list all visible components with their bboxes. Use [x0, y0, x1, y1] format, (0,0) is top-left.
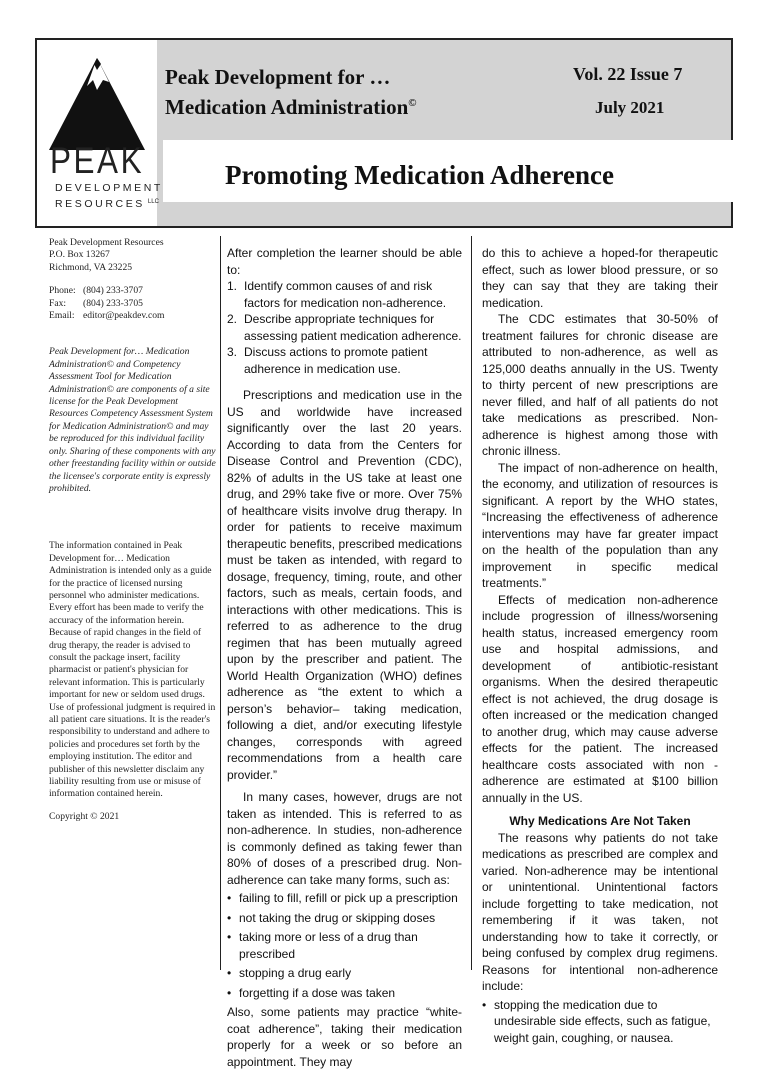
logo-wordmark: PEAK: [50, 140, 145, 181]
paragraph: The reasons why patients do not take medications as prescribed are complex and varied. Non-adherence may be intentional or unintentional. Unintentional factors include forgetting to take medication, not remembering if it was taken, not understanding how to take it correctly, or being confused by complex drug regimens. Reasons for intentional non-adherence include:: [482, 830, 718, 993]
copyright: Copyright © 2021: [49, 810, 120, 822]
paragraph: Prescriptions and medication use in the US and worldwide have increased significantly over the last 20 years. According to data from the Centers for Disease Control and Prevention (CDC), 82% of adults in the US take at least one drug, and 29% take five or more. Over 75% of healthcare visits involve drug therapy. In order for patients to receive maximum therapeutic benefits, prescribed medications must be taken as intended, with regard to dosage, frequency, timing, route, and other factors, such as meals, certain foods, and interactions with other medications. This is referred to as adherence to the drug regimen that has been mutually agreed upon by the prescriber and patient. The World Health Organization (WHO) defines adherence as “the extent to which a person’s behavior– taking medication, following a diet, and/or executing lifestyle changes, corresponds with agreed recommendations from a health care provider.”: [227, 388, 462, 782]
contact-info: Phone: (804) 233-3707 Fax: (804) 233-3705 Email: editor@peakdev.com: [49, 285, 217, 322]
list-item: • failing to fill, refill or pick up a prescription: [227, 891, 458, 905]
paragraph: The CDC estimates that 30-50% of treatment failures for chronic disease are attributed to non-adherence, as well as 125,000 deaths annually in the US. Twenty to thirty percent of new prescriptions are never filled, and half of all patients do not take medications as prescribed. Non-adherence is highest among those with chronic illness.: [482, 312, 718, 458]
list-item: 1. Identify common causes of and risk factors for medication non-adherence.: [227, 279, 447, 310]
paragraph: In many cases, however, drugs are not taken as intended. This is referred to as non-adherence. In studies, non-adherence is commonly defined as taking fewer than 80% of doses of a prescribed drug. Non-adherence can take many forms, such as:: [227, 790, 462, 887]
list-item: • forgetting if a dose was taken: [227, 985, 396, 1000]
logo-subline-2: RESOURCES $^{LLC}$: [55, 198, 159, 210]
article-title: Promoting Medication Adherence: [225, 160, 614, 190]
masthead: [35, 38, 733, 228]
issue-date: July 2021: [595, 98, 665, 117]
column-divider: [471, 236, 472, 970]
intentional-reasons-list: [482, 997, 718, 1047]
sidebar: [49, 237, 217, 823]
list-item: • not taking the drug or skipping doses: [227, 910, 436, 925]
publication-title: Peak Development for … Medication Administration©: [165, 65, 417, 119]
license-notice: Peak Development for… Medication Administration© and Competency Assessment Tool for Medication Administration© are components of a site license for the Peak Development Resources Competency Assessment System for Medication Administration© and may be reproduced for this individual facility only. Sharing of these components with any other freestanding facility within or outside the licensee's corporate entity is expressly prohibited.: [49, 346, 216, 494]
list-item: 2. Describe appropriate techniques for assessing patient medication adherence.: [227, 312, 462, 343]
volume-issue: Vol. 22 Issue 7: [573, 64, 683, 84]
objectives-list: [227, 278, 462, 377]
email-address: editor@peakdev.com: [83, 310, 165, 322]
fax-number: (804) 233-3705: [83, 297, 143, 309]
address-line: Peak Development Resources: [49, 237, 164, 248]
peak-logo: [37, 40, 163, 226]
article-column-1: [227, 245, 462, 1070]
paragraph: do this to achieve a hoped-for therapeutic effect, such as lower blood pressure, or so they can say that they are taking their medication.: [482, 246, 718, 310]
non-adherence-forms-list: [227, 890, 462, 1001]
paragraph: Effects of medication non-adherence include progression of illness/worsening health status, increased emergency room use and hospital admissions, and development of antibiotic-resistant organisms. When the desired therapeutic effect is not achieved, the drug dosage is often increased or the medication changed to another drug, which may cause adverse effects for the patient. The increased healthcare costs associated with non -adherence are estimated at $100 billion annually in the US.: [482, 592, 718, 805]
paragraph: Also, some patients may practice “white-coat adherence”, taking their medication properly for a week or so before an appointment. They may: [227, 1005, 462, 1069]
objectives-intro: After completion the learner should be able to:: [227, 246, 462, 277]
address-line: Richmond, VA 23225: [49, 261, 133, 273]
list-item: • stopping a drug early: [227, 966, 352, 980]
paragraph: The impact of non-adherence on health, the economy, and utilization of resources is significant. A report by the WHO states, “Increasing the effectiveness of adherence interventions may have far greater impact on the health of the population than any improvement in specific medical treatments.”: [482, 460, 718, 590]
list-item: • taking more or less of a drug than prescribed: [227, 930, 418, 961]
phone-number: (804) 233-3707: [83, 285, 143, 297]
list-item: 3. Discuss actions to promote patient adherence in medication use.: [227, 345, 428, 376]
section-heading: Why Medications Are Not Taken: [509, 814, 691, 828]
disclaimer: The information contained in Peak Development for… Medication Administration is intended only as a guide for the practice of licensed nursing personnel who administer medications. Every effort has been made to verify the accuracy of the information herein. Because of rapid changes in the field of drug therapy, the reader is advised to consult the package insert, facility pharmacist or patient's physician for relevant information. This is particularly important for new or seldom used drugs. Use of professional judgment is required in all patient care situations. It is the reader's responsibility to understand and adhere to policies and procedures set forth by the employing institution. The editor and publisher of this newsletter disclaim any liability resulting from use or misuse of information contained herein.: [49, 540, 216, 800]
logo-subline-1: DEVELOPMENT: [55, 182, 163, 194]
article-column-2: [482, 245, 718, 1049]
address-line: P.O. Box 13267: [49, 249, 110, 261]
column-divider: [220, 236, 221, 970]
list-item: • stopping the medication due to undesirable side effects, such as fatigue, weight gain, coughing, or nausea.: [482, 997, 711, 1045]
